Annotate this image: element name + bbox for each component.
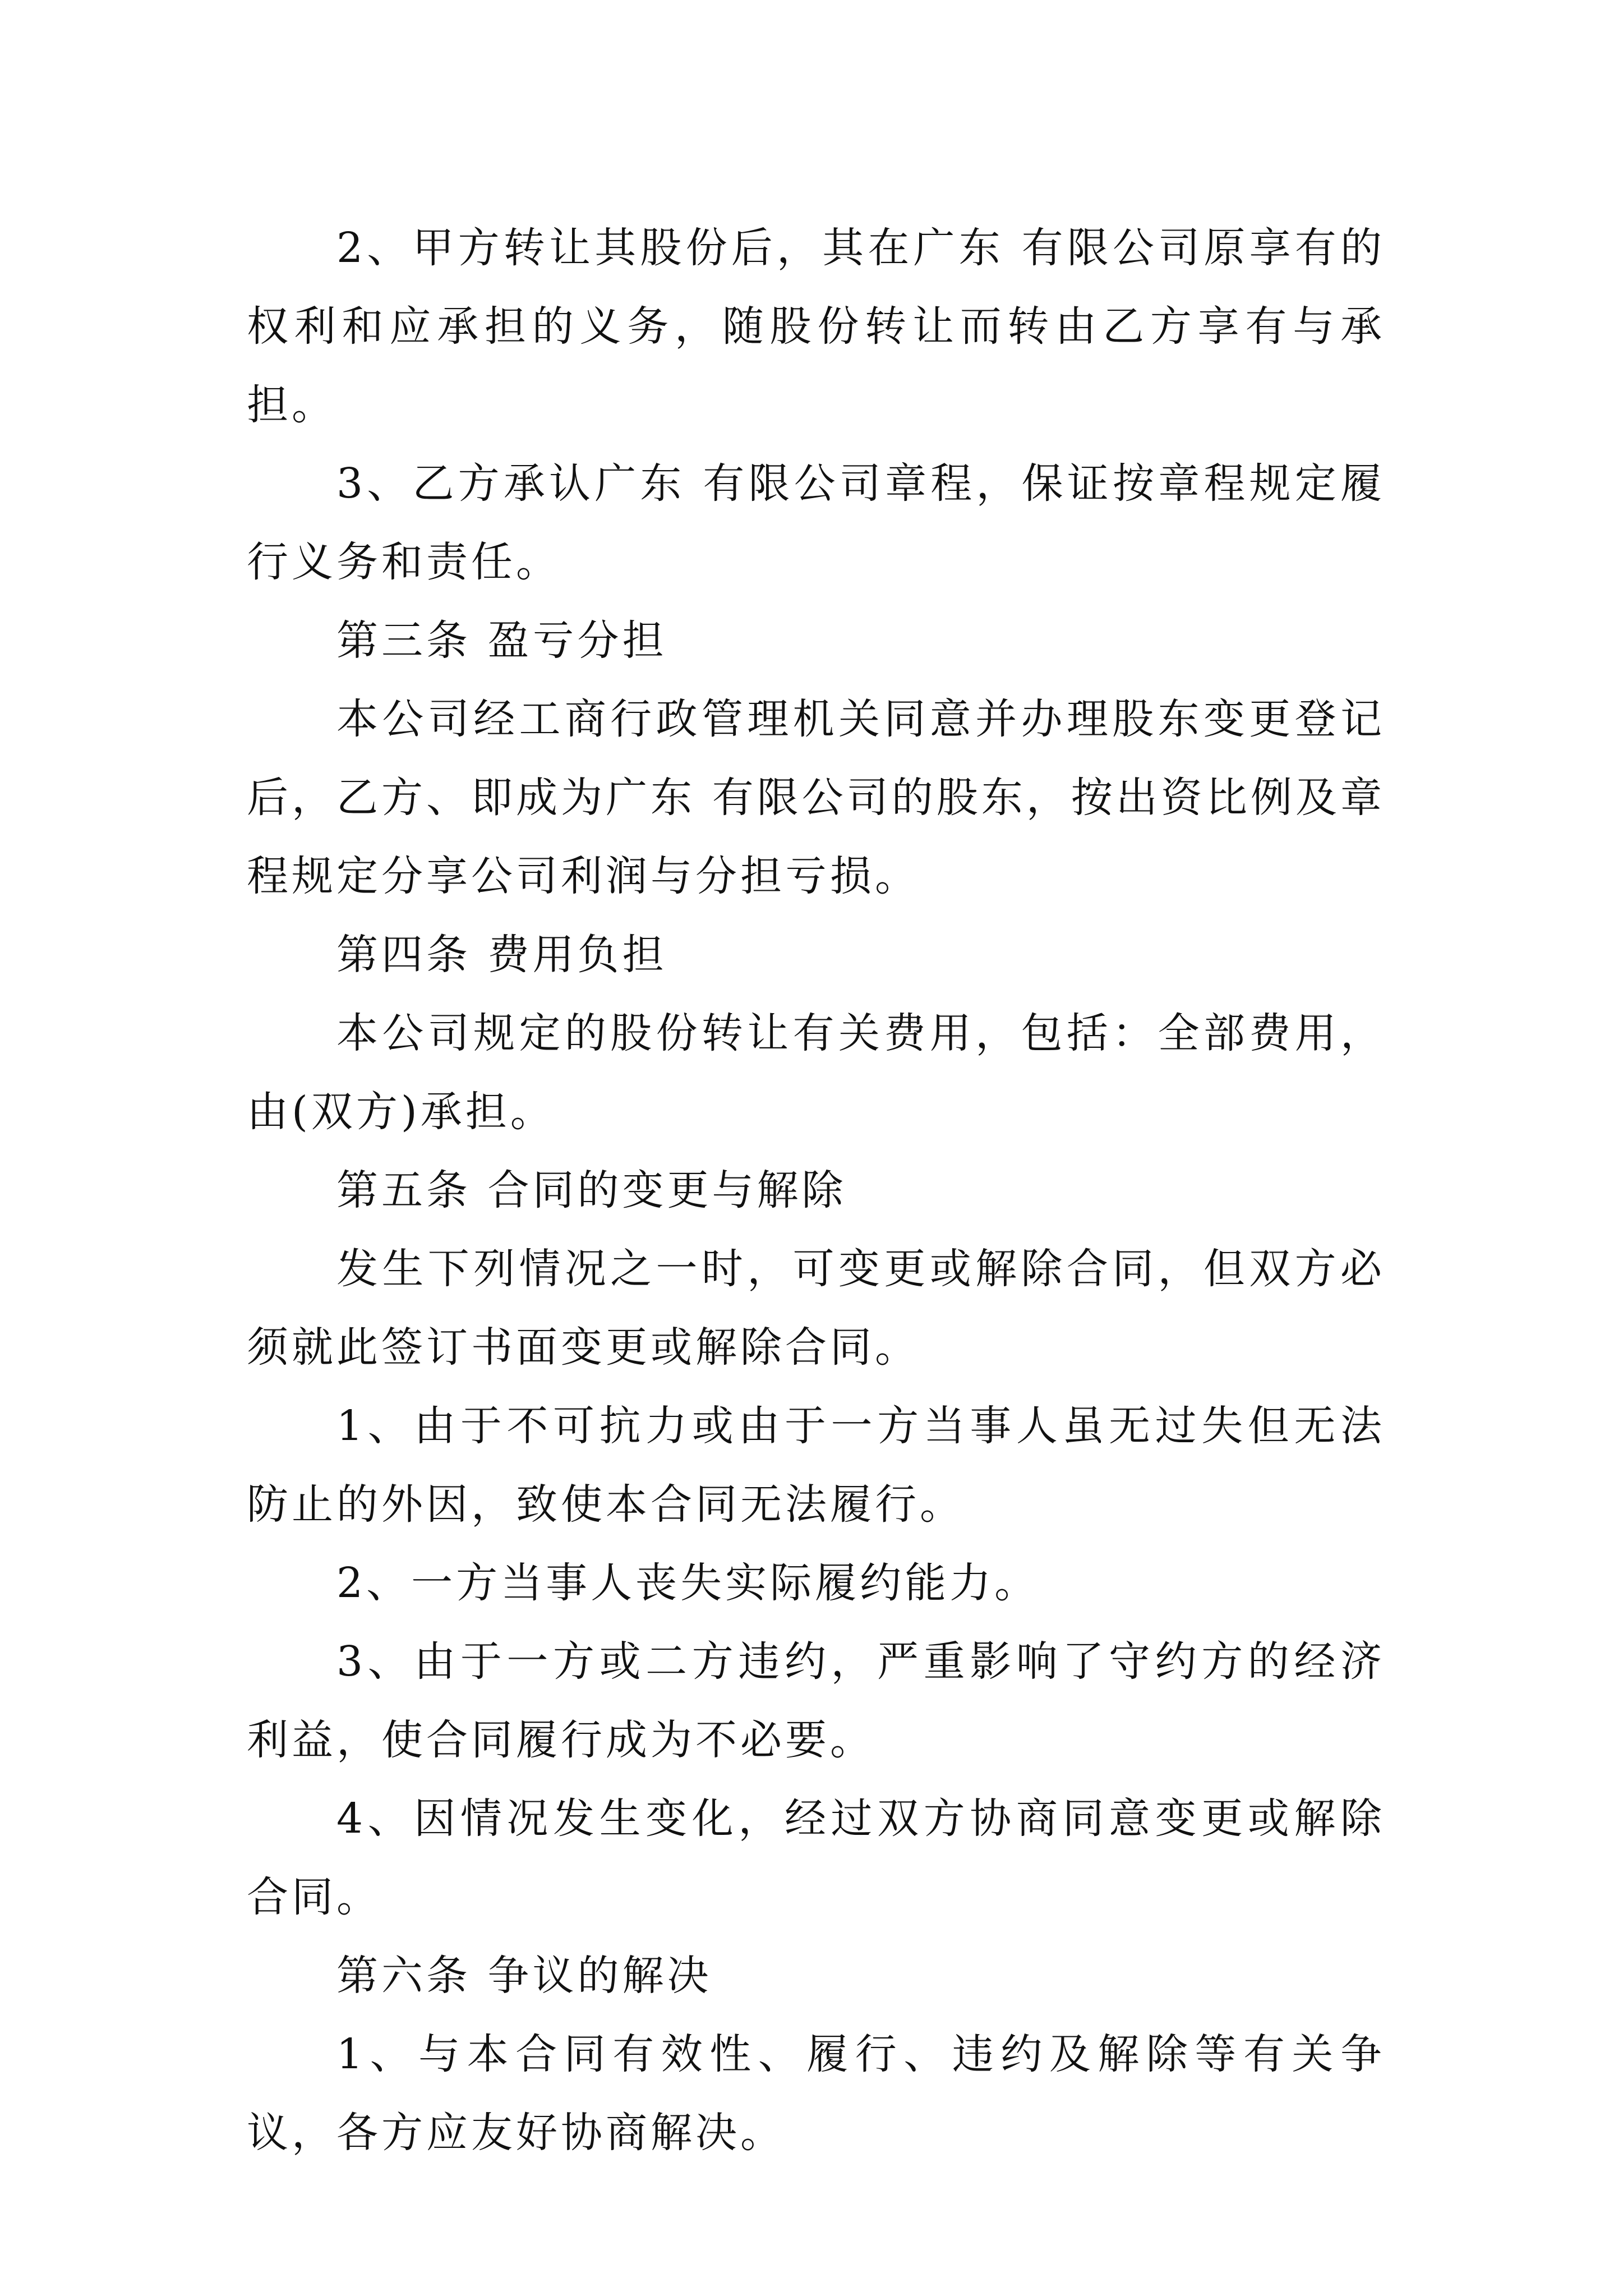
document-body <box>247 209 1385 2172</box>
paragraph-clause-3-accept-charter: 3、乙方承认广东 有限公司章程，保证按章程规定履行义务和责任。 <box>247 459 1385 586</box>
heading-article-6: 第六条 争议的解决 <box>336 1952 712 2000</box>
paragraph-condition-4: 4、因情况发生变化，经过双方协商同意变更或解除合同。 <box>247 1795 1385 1921</box>
heading-article-5: 第五条 合同的变更与解除 <box>336 1166 847 1214</box>
paragraph-condition-2: 2、一方当事人丧失实际履约能力。 <box>336 1559 1040 1607</box>
paragraph-fees: 本公司规定的股份转让有关费用，包括：全部费用，由(双方)承担。 <box>247 1009 1385 1136</box>
paragraph-change-termination-intro: 发生下列情况之一时，可变更或解除合同，但双方必须就此签订书面变更或解除合同。 <box>247 1245 1385 1372</box>
paragraph-dispute-1: 1、与本合同有效性、履行、违约及解除等有关争议，各方应友好协商解决。 <box>247 2030 1385 2157</box>
paragraph-condition-3: 3、由于一方或二方违约，严重影响了守约方的经济利益，使合同履行成为不必要。 <box>247 1637 1385 1764</box>
paragraph-profit-loss: 本公司经工商行政管理机关同意并办理股东变更登记后，乙方、即成为广东 有限公司的股东，按出资比例及章程规定分享公司利润与分担亏损。 <box>247 695 1385 900</box>
paragraph-clause-2-rights-transfer: 2、甲方转让其股份后，其在广东 有限公司原享有的权利和应承担的义务，随股份转让而转由乙方享有与承担。 <box>247 224 1385 429</box>
heading-article-4: 第四条 费用负担 <box>336 931 667 979</box>
paragraph-condition-1: 1、由于不可抗力或由于一方当事人虽无过失但无法防止的外因，致使本合同无法履行。 <box>247 1402 1385 1529</box>
heading-article-3: 第三条 盈亏分担 <box>336 616 667 665</box>
